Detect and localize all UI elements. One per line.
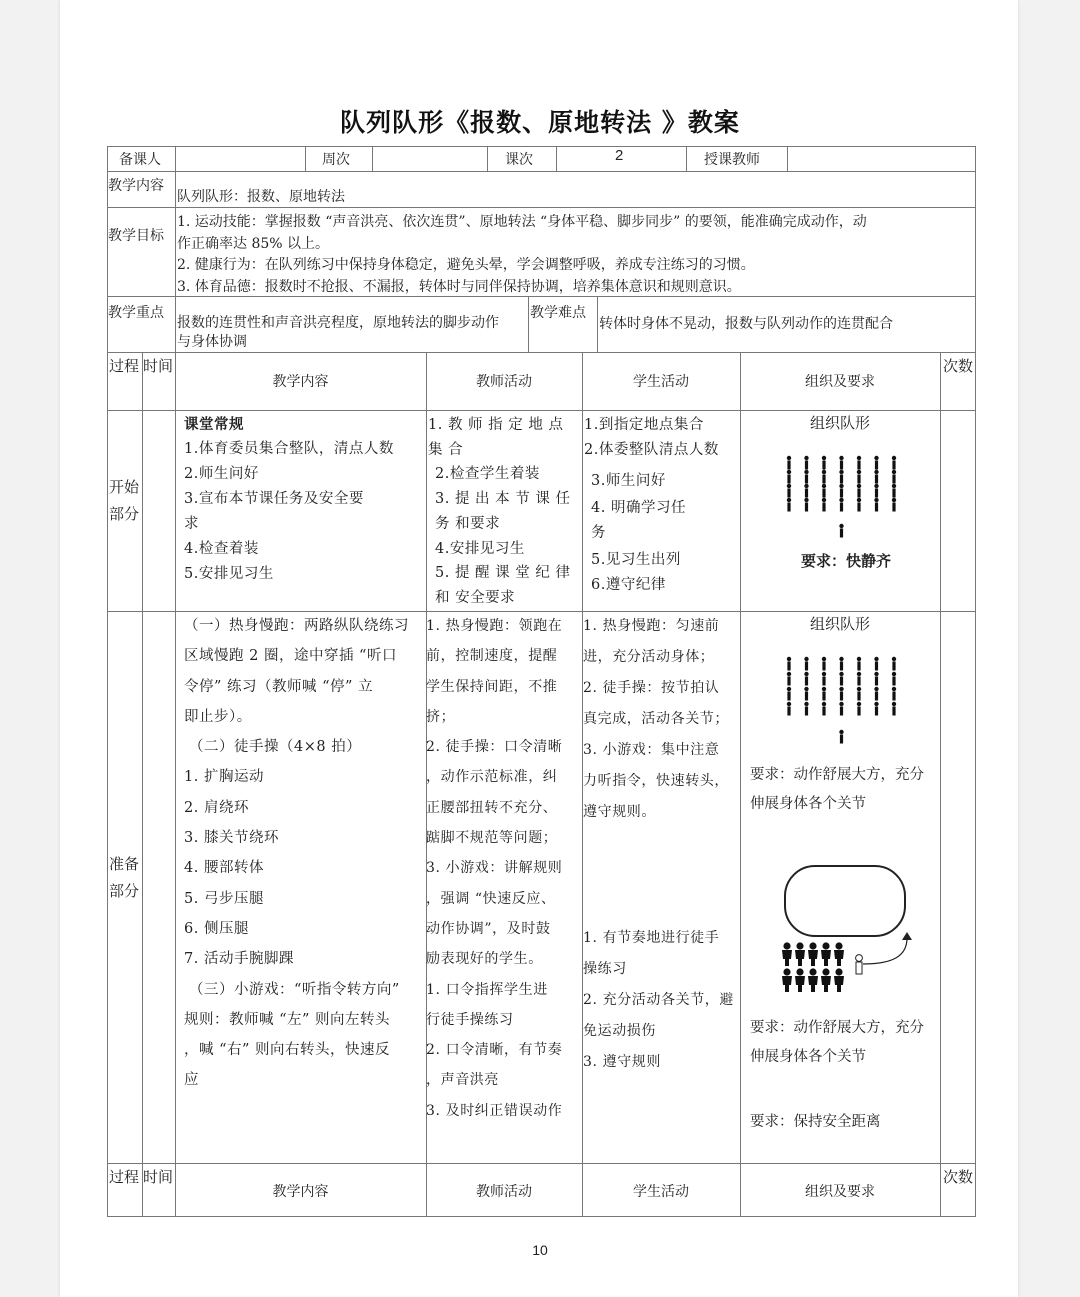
prep-student-line: 2. 充分活动各关节，避: [583, 992, 735, 1008]
student-figure-icon: [839, 484, 843, 488]
page-number: 10: [532, 1242, 548, 1258]
student-figure-icon: [840, 529, 843, 538]
runner-icon: [808, 950, 818, 966]
prep-student-line: 2. 徒手操：按节拍认: [583, 680, 720, 696]
student-figure-icon: [822, 707, 825, 716]
student-figure-icon: [892, 489, 895, 498]
runner-icon: [808, 976, 818, 992]
prep-teacher-line: 前，控制速度，提醒: [426, 648, 558, 665]
prep-content-line: 2. 肩绕环: [184, 799, 249, 816]
prep-teacher-line: 1. 热身慢跑：领跑在: [426, 618, 563, 634]
goal-line: 作正确率达 85% 以上。: [177, 235, 330, 252]
start-content-line: 求: [184, 516, 199, 532]
student-figure-icon: [839, 524, 843, 528]
runner-icon: [782, 950, 792, 966]
prep-content-line: （一）热身慢跑：两路纵队绕练习: [184, 618, 409, 634]
start-teacher-line: 务 和要求: [435, 515, 501, 532]
content-value: 队列队形：报数、原地转法: [177, 189, 345, 205]
start-teacher-line: 1. 教 师 指 定 地 点: [428, 417, 564, 433]
student-figure-icon: [874, 657, 878, 661]
student-figure-icon: [787, 484, 791, 488]
student-figure-icon: [822, 470, 826, 474]
student-figure-icon: [839, 672, 843, 676]
prep-teacher: [426, 611, 562, 1126]
prep-teacher-line: ，强调 “快速反应、: [426, 890, 556, 907]
start-student-line: 5.见习生出列: [591, 552, 681, 568]
student-figure-icon: [822, 456, 826, 460]
prep-student-line: 免运动损伤: [583, 1023, 656, 1039]
student-figure-icon: [787, 692, 790, 701]
student-figure-icon: [892, 702, 896, 706]
goals-text: [177, 212, 867, 298]
prep-teacher-line: 挤；: [426, 708, 456, 725]
student-figure-icon: [805, 503, 808, 512]
student-figure-icon: [787, 503, 790, 512]
student-figure-icon: [787, 475, 790, 484]
col-divider: [175, 146, 176, 352]
student-figure-icon: [892, 672, 896, 676]
runner-icon: [821, 950, 831, 966]
runner-icon: [782, 976, 792, 992]
prep-org-requirement-2: [750, 1014, 924, 1072]
student-figure-icon: [822, 489, 825, 498]
student-figure-icon: [857, 702, 861, 706]
prep-student-line: 真完成，活动各关节；: [583, 711, 729, 727]
student-figure-icon: [892, 475, 895, 484]
start-teacher-line: 3. 提 出 本 节 课 任: [435, 491, 571, 508]
student-figure-icon: [822, 484, 826, 488]
prep-content-line: 规则：教师喊 “左” 则向左转头: [184, 1011, 391, 1028]
runner-icon: [834, 976, 844, 992]
difficulty-label: 教学难点: [530, 305, 586, 321]
prep-content-line: 应: [184, 1072, 199, 1089]
student-figure-icon: [839, 702, 843, 706]
prep-teacher-line: 2. 口令清晰，有节奏: [426, 1042, 563, 1059]
prep-content-line: 区域慢跑 2 圈，途中穿插 “听口: [184, 648, 397, 665]
student-figure-icon: [874, 470, 878, 474]
student-figure-icon: [840, 677, 843, 686]
student-figure-icon: [804, 484, 808, 488]
runner-icon: [822, 968, 829, 975]
col-divider: [372, 146, 373, 171]
student-figure-icon: [875, 475, 878, 484]
prep-content-line: （二）徒手操（4×8 拍）: [189, 739, 362, 756]
student-figure-icon: [892, 470, 896, 474]
col-divider: [528, 296, 529, 352]
col-divider: [175, 352, 176, 1217]
prep-teacher-line: 3. 小游戏：讲解规则: [426, 860, 563, 877]
student-figure-icon: [892, 677, 895, 686]
prep-teacher-line: 正腰部扭转不充分、: [426, 799, 558, 816]
content-label: 教学内容: [108, 178, 164, 194]
prep-student-line: 力听指令，快速转头，: [583, 773, 729, 789]
student-figure-icon: [787, 677, 790, 686]
student-figure-icon: [857, 456, 861, 460]
col-divider: [787, 146, 788, 171]
student-figure-icon: [822, 461, 825, 470]
student-figure-icon: [892, 692, 895, 701]
student-figure-icon: [874, 484, 878, 488]
prep-org-req-line: 伸展身体各个关节: [750, 1049, 866, 1065]
col-divider: [740, 352, 741, 1217]
student-figure-icon: [875, 489, 878, 498]
prep-teacher-line: 励表现好的学生。: [426, 951, 543, 968]
student-figure-icon: [787, 672, 791, 676]
student-figure-icon: [787, 687, 791, 691]
student-figure-icon: [892, 456, 896, 460]
student-figure-icon: [840, 692, 843, 701]
prep-org-requirement-3: 要求：保持安全距离: [750, 1114, 881, 1130]
phase-start: 开始部分: [109, 478, 140, 523]
student-figure-icon: [805, 461, 808, 470]
start-student-line: 2.体委整队清点人数: [584, 442, 719, 458]
col-header-student: 学生活动: [633, 1184, 689, 1200]
prep-student-a: [583, 611, 729, 828]
student-figure-icon: [857, 503, 860, 512]
col-header-process: 过程: [109, 1168, 140, 1186]
student-figure-icon: [822, 702, 826, 706]
runner-icon: [783, 942, 790, 949]
start-student-line: 6.遵守纪律: [591, 577, 666, 593]
student-figure-icon: [875, 461, 878, 470]
col-divider: [305, 146, 306, 171]
start-org-title: 组织队形: [809, 414, 870, 432]
student-figure-icon: [805, 662, 808, 671]
runner-icon: [796, 968, 803, 975]
prep-org-req-line: 伸展身体各个关节: [750, 796, 866, 812]
runner-icon: [783, 968, 790, 975]
start-content-line: 课堂常规: [184, 416, 244, 433]
student-figure-icon: [857, 470, 861, 474]
col-divider: [597, 296, 598, 352]
formation-diagram-prep: [783, 655, 903, 745]
start-org-requirement: 要求：快静齐: [801, 552, 892, 570]
prep-teacher-line: 2. 徒手操：口令清晰: [426, 739, 563, 756]
start-content: [184, 412, 394, 587]
col-divider: [686, 146, 687, 171]
key-point-label: 教学重点: [108, 305, 164, 321]
row-divider: [107, 410, 976, 411]
student-figure-icon: [857, 475, 860, 484]
start-teacher-line: 2.检查学生着装: [435, 466, 540, 483]
row-divider: [107, 207, 976, 208]
row-divider: [107, 352, 976, 353]
runner-icon: [795, 976, 805, 992]
student-figure-icon: [822, 672, 826, 676]
prep-content-line: 3. 膝关节绕环: [184, 830, 279, 847]
student-figure-icon: [822, 662, 825, 671]
col-header-student: 学生活动: [633, 374, 689, 390]
student-figure-icon: [822, 657, 826, 661]
prep-teacher-line: 行徒手操练习: [426, 1011, 514, 1028]
student-figure-icon: [875, 677, 878, 686]
student-figure-icon: [839, 687, 843, 691]
prep-student-b: [583, 923, 734, 1078]
student-figure-icon: [787, 707, 790, 716]
student-figure-icon: [857, 672, 861, 676]
student-figure-icon: [892, 687, 896, 691]
student-figure-icon: [874, 702, 878, 706]
goal-line: 3. 体育品德：报数时不抢报、不漏报，转体时与同伴保持协调，培养集体意识和规则意识。: [177, 278, 741, 295]
student-figure-icon: [840, 662, 843, 671]
start-student-line: 1.到指定地点集合: [584, 417, 704, 433]
key-point-line: 与身体协调: [177, 334, 247, 350]
student-figure-icon: [787, 456, 791, 460]
start-content-line: 3.宣布本节课任务及安全要: [184, 491, 364, 507]
start-content-line: 4.检查着装: [184, 541, 259, 557]
student-figure-icon: [892, 503, 895, 512]
prep-teacher-line: 1. 口令指挥学生进: [426, 981, 548, 998]
document-title: 队列队形《报数、原地转法 》教案: [340, 108, 740, 137]
student-figure-icon: [840, 475, 843, 484]
prep-content-line: 5. 弓步压腿: [184, 890, 264, 907]
runner-icon: [835, 942, 842, 949]
student-figure-icon: [804, 657, 808, 661]
runner-icon: [809, 968, 816, 975]
student-figure-icon: [892, 484, 896, 488]
teacher-figure-icon: [856, 962, 862, 974]
student-figure-icon: [822, 498, 826, 502]
student-figure-icon: [892, 662, 895, 671]
student-figure-icon: [805, 707, 808, 716]
running-track-diagram: [775, 860, 915, 1000]
prep-content-line: 4. 腰部转体: [184, 860, 264, 877]
student-figure-icon: [857, 692, 860, 701]
start-content-line: 5.安排见习生: [184, 566, 274, 582]
student-figure-icon: [805, 692, 808, 701]
preparer-label: 备课人: [119, 152, 161, 168]
start-student-line: 3.师生问好: [591, 473, 666, 489]
student-figure-icon: [857, 707, 860, 716]
prep-content-line: 令停” 练习（教师喊 “停” 立: [184, 678, 374, 695]
col-header-count: 次数: [942, 357, 973, 375]
student-figure-icon: [804, 687, 808, 691]
student-figure-icon: [822, 677, 825, 686]
student-figure-icon: [822, 475, 825, 484]
col-header-content: 教学内容: [272, 1184, 329, 1200]
runner-icon: [822, 942, 829, 949]
student-figure-icon: [840, 489, 843, 498]
student-figure-icon: [857, 461, 860, 470]
start-student-line: 务: [591, 525, 606, 541]
prep-content-line: 1. 扩胸运动: [184, 769, 264, 786]
prep-student-line: 操练习: [583, 961, 627, 977]
student-figure-icon: [787, 498, 791, 502]
prep-teacher-line: ，声音洪亮: [426, 1072, 499, 1089]
runner-icon: [835, 968, 842, 975]
student-figure-icon: [840, 735, 843, 744]
student-figure-icon: [822, 692, 825, 701]
col-header-teacher: 教师活动: [476, 1184, 532, 1200]
col-header-count: 次数: [942, 1168, 973, 1186]
prep-student-line: 1. 有节奏地进行徒手: [583, 930, 720, 946]
prep-content: [184, 611, 409, 1096]
prep-teacher-line: 3. 及时纠正错误动作: [426, 1102, 563, 1119]
student-figure-icon: [874, 687, 878, 691]
student-figure-icon: [839, 456, 843, 460]
student-figure-icon: [892, 461, 895, 470]
start-student: [584, 413, 719, 598]
student-figure-icon: [839, 730, 843, 734]
prep-teacher-line: 动作协调”，及时鼓: [426, 920, 551, 937]
student-figure-icon: [840, 461, 843, 470]
student-figure-icon: [804, 672, 808, 676]
student-figure-icon: [804, 470, 808, 474]
student-figure-icon: [787, 470, 791, 474]
student-figure-icon: [840, 707, 843, 716]
prep-content-line: 即止步）。: [184, 708, 252, 725]
prep-student-line: 1. 热身慢跑：匀速前: [583, 618, 720, 634]
goals-label: 教学目标: [108, 228, 164, 244]
key-point-line: 报数的连贯性和声音洪亮程度，原地转法的脚步动作: [177, 315, 499, 331]
col-header-org: 组织及要求: [805, 374, 875, 390]
prep-teacher-line: 踮脚不规范等问题；: [426, 830, 558, 847]
student-figure-icon: [805, 677, 808, 686]
student-figure-icon: [804, 702, 808, 706]
start-teacher-line: 4.安排见习生: [435, 540, 525, 557]
student-figure-icon: [787, 657, 791, 661]
student-figure-icon: [874, 672, 878, 676]
prep-content-line: （三）小游戏：“听指令转方向”: [189, 981, 400, 998]
prep-teacher-line: 学生保持间距，不推: [426, 678, 558, 695]
student-figure-icon: [857, 677, 860, 686]
lesson-label: 课次: [505, 152, 533, 168]
student-figure-icon: [857, 498, 861, 502]
student-figure-icon: [857, 657, 861, 661]
student-figure-icon: [787, 662, 790, 671]
student-figure-icon: [787, 702, 791, 706]
start-content-line: 2.师生问好: [184, 466, 259, 482]
col-header-teacher: 教师活动: [476, 374, 532, 390]
student-figure-icon: [804, 456, 808, 460]
prep-student-line: 遵守规则。: [583, 804, 656, 820]
student-figure-icon: [839, 470, 843, 474]
teacher-label: 授课教师: [704, 152, 760, 168]
student-figure-icon: [857, 484, 861, 488]
col-divider: [556, 146, 557, 171]
student-figure-icon: [822, 687, 826, 691]
student-figure-icon: [875, 662, 878, 671]
prep-org-title: 组织队形: [809, 615, 870, 633]
student-figure-icon: [787, 461, 790, 470]
prep-content-line: ，喊 “右” 则向右转头，快速反: [184, 1042, 391, 1059]
start-teacher-line: 5. 提 醒 课 堂 纪 律: [435, 565, 571, 582]
prep-student-line: 进，充分活动身体；: [583, 649, 715, 665]
prep-student-line: 3. 遵守规则: [583, 1054, 662, 1070]
student-figure-icon: [874, 456, 878, 460]
runner-icon: [821, 976, 831, 992]
student-figure-icon: [787, 489, 790, 498]
start-teacher: [428, 413, 571, 611]
week-label: 周次: [322, 152, 350, 168]
student-figure-icon: [857, 687, 861, 691]
student-figure-icon: [875, 503, 878, 512]
student-figure-icon: [857, 489, 860, 498]
start-content-line: 1.体育委员集合整队，清点人数: [184, 441, 394, 457]
prep-org-req-line: 要求：动作舒展大方，充分: [750, 767, 924, 783]
col-divider: [487, 146, 488, 171]
student-figure-icon: [805, 489, 808, 498]
start-teacher-line: 和 安全要求: [435, 589, 516, 606]
runner-icon: [795, 950, 805, 966]
runner-icon: [834, 950, 844, 966]
runner-icon: [796, 942, 803, 949]
prep-content-line: 7. 活动手腕脚踝: [184, 951, 294, 968]
start-teacher-line: 集 合: [428, 441, 464, 458]
student-figure-icon: [892, 498, 896, 502]
goal-line: 2. 健康行为：在队列练习中保持身体稳定，避免头晕，学会调整呼吸，养成专注练习的习惯。: [177, 257, 755, 273]
row-divider: [107, 1163, 976, 1164]
student-figure-icon: [822, 503, 825, 512]
col-header-process: 过程: [109, 357, 140, 375]
teacher-figure-icon: [856, 955, 863, 962]
col-divider: [142, 352, 143, 1217]
prep-org-req-line: 要求：动作舒展大方，充分: [750, 1020, 924, 1036]
student-figure-icon: [875, 692, 878, 701]
student-figure-icon: [804, 498, 808, 502]
key-point-text: [177, 314, 499, 352]
student-figure-icon: [875, 707, 878, 716]
difficulty-text: 转体时身体不晃动，报数与队列动作的连贯配合: [599, 316, 893, 332]
col-header-content: 教学内容: [272, 374, 329, 390]
prep-content-line: 6. 侧压腿: [184, 920, 249, 937]
runner-icon: [809, 942, 816, 949]
lesson-value: 2: [615, 147, 624, 164]
start-student-line: 4. 明确学习任: [591, 500, 686, 516]
prep-teacher-line: ，动作示范标准，纠: [426, 769, 558, 786]
col-header-time: 时间: [143, 357, 174, 375]
student-figure-icon: [805, 475, 808, 484]
col-header-time: 时间: [143, 1168, 174, 1186]
student-figure-icon: [857, 662, 860, 671]
row-divider: [107, 171, 976, 172]
student-figure-icon: [874, 498, 878, 502]
prep-student-line: 3. 小游戏：集中注意: [583, 742, 720, 758]
goal-line: 1. 运动技能：掌握报数 “声音洪亮、依次连贯”、原地转法 “身体平稳、脚步同步” 的要领，能准确完成动作，动: [177, 214, 867, 230]
student-figure-icon: [839, 498, 843, 502]
student-figure-icon: [892, 657, 896, 661]
prep-org-requirement-1: [750, 761, 924, 819]
phase-prep: 准备部分: [109, 855, 140, 900]
student-figure-icon: [839, 657, 843, 661]
col-header-org: 组织及要求: [805, 1184, 875, 1200]
formation-diagram-start: [783, 454, 903, 534]
student-figure-icon: [892, 707, 895, 716]
col-divider: [940, 352, 941, 1217]
student-figure-icon: [840, 503, 843, 512]
